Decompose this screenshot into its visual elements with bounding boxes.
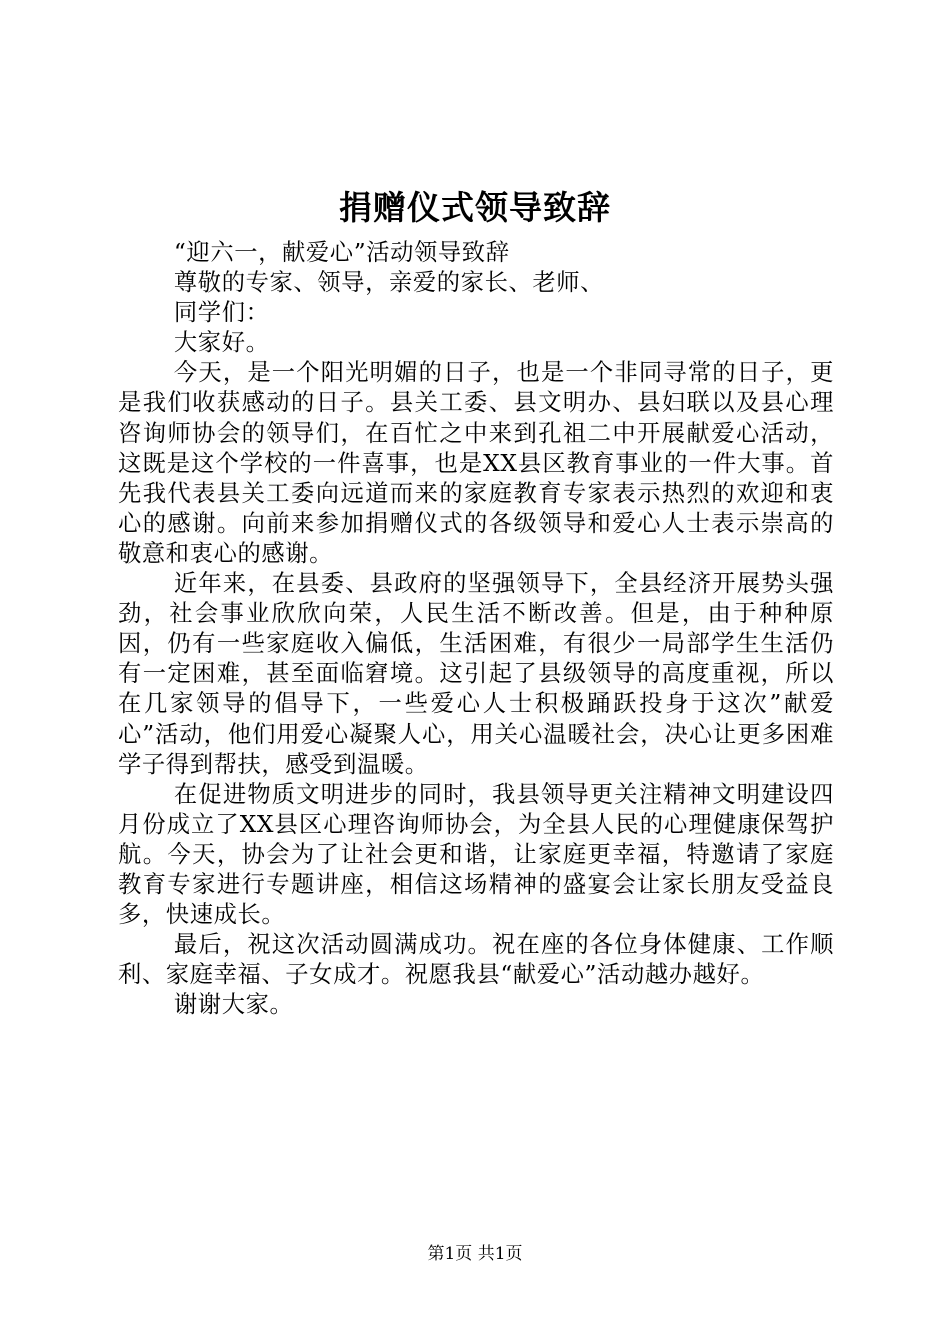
- salutation-line-1: 尊敬的专家、领导，亲爱的家长、老师、: [173, 269, 605, 297]
- greeting: 大家好。: [173, 329, 270, 357]
- paragraph-today: 今天，是一个阳光明媚的日子，也是一个非同寻常的日子，更是我们收获感动的日子。县关工委、县文明办、县妇联以及县心理咨询师协会的领导们，在百忙之中来到孔祖二中开展献爱心活动，这既是这个学校的一件喜事，也是XX县区教育事业的一件大事。首先我代表县关工委向远道而来的家庭教育专家表示热烈的欢迎和衷心的感谢。向前来参加捐赠仪式的各级领导和爱心人士表示崇高的敬意和衷心的感谢。: [118, 359, 834, 567]
- speech-subtitle: “迎六一，献爱心”活动领导致辞: [173, 239, 510, 266]
- salutation-line-2: 同学们：: [173, 299, 270, 327]
- page-number-footer: 第1页 共1页: [427, 1244, 523, 1264]
- paragraph-thanks: 谢谢大家。: [173, 991, 294, 1019]
- paragraph-spiritual-civilization: 在促进物质文明进步的同时，我县领导更关注精神文明建设四月份成立了XX县区心理咨询师协会，为全县人民的心理健康保驾护航。今天，协会为了让社会更和谐，让家庭更幸福，特邀请了家庭教育专家进行专题讲座，相信这场精神的盛宴会让家长朋友受益良多，快速成长。: [118, 780, 834, 929]
- paragraph-closing-wishes: 最后，祝这次活动圆满成功。祝在座的各位身体健康、工作顺利、家庭幸福、子女成才。祝愿我县“献爱心”活动越办越好。: [118, 931, 834, 989]
- paragraph-recent-years: 近年来，在县委、县政府的坚强领导下，全县经济开展势头强劲，社会事业欣欣向荣，人民生活不断改善。但是，由于种种原因，仍有一些家庭收入偏低，生活困难，有很少一局部学生生活仍有一定困难，甚至面临窘境。这引起了县级领导的高度重视，所以在几家领导的倡导下，一些爱心人士积极踊跃投身于这次”献爱心”活动，他们用爱心凝聚人心，用关心温暖社会，决心让更多困难学子得到帮扶，感受到温暖。: [118, 570, 834, 778]
- document-title: 捐赠仪式领导致辞: [339, 188, 611, 227]
- document-body: [118, 238, 834, 1020]
